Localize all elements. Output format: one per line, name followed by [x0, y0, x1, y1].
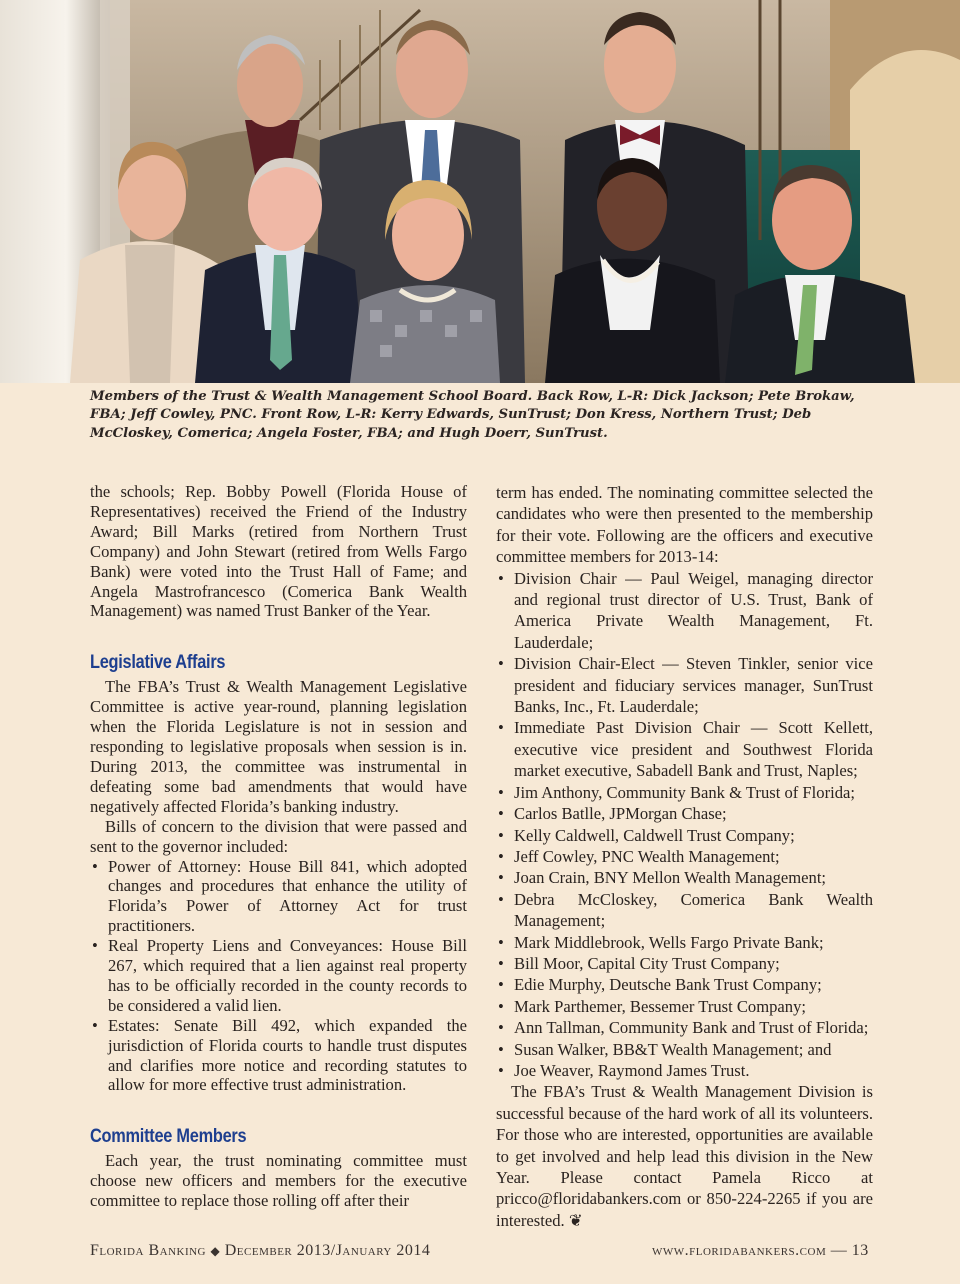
diamond-separator-icon: ◆ — [210, 1244, 221, 1258]
committee-paragraph: Each year, the trust nominating committee must choose new officers and members for the executive committee to replace those rolling off after their — [90, 1151, 467, 1211]
committee-continued-paragraph: term has ended. The nominating committee selected the candidates who were then presented to the membership for their vote. Following are the officers and executive committee members for 2013-14: — [496, 483, 873, 567]
issue-date: December 2013/January 2014 — [224, 1242, 431, 1259]
footer-dash: — — [830, 1242, 848, 1259]
list-item: • Edie Murphy, Deutsche Bank Trust Company; — [496, 974, 873, 995]
list-item: • Mark Parthemer, Bessemer Trust Company; — [496, 996, 873, 1017]
intro-paragraph: the schools; Rep. Bobby Powell (Florida House of Representatives) received the Friend of the Industry Award; Bill Marks (retired from Northern Trust Company) and John Stewart (retired from Wells Fargo Bank) were voted into the Trust Hall of Fame; and Angela Mastrofrancesco (Comerica Bank Wealth Management) was named Trust Banker of the Year. — [90, 482, 467, 621]
closing-paragraph — [496, 1081, 873, 1231]
legislative-paragraph: The FBA’s Trust & Wealth Management Legislative Committee is active year-round, planning legislation when the Florida Legislature is not in session and responding to legislative proposals when session is in. During 2013, the committee was instrumental in defeating some bad amendments that would have negatively affected Florida’s banking industry. — [90, 677, 467, 816]
list-item: • Real Property Liens and Conveyances: House Bill 267, which required that a lien against real property has to be officially recorded in the county records to be considered a valid lien. — [90, 936, 467, 1016]
bills-intro-paragraph: Bills of concern to the division that were passed and sent to the governor included: — [90, 816, 467, 856]
list-item: • Division Chair — Paul Weigel, managing director and regional trust director of U.S. Trust, Bank of America Private Wealth Management, Ft. Lauderdale; — [496, 568, 873, 654]
left-column — [90, 482, 467, 1211]
board-group-photo — [0, 0, 960, 383]
list-item: • Debra McCloskey, Comerica Bank Wealth Management; — [496, 889, 873, 932]
list-item: • Power of Attorney: House Bill 841, which adopted changes and procedures that enhance the utility of Florida’s Power of Attorney Act for trust practitioners. — [90, 857, 467, 937]
legislative-affairs-heading: Legislative Affairs — [90, 652, 226, 674]
list-item: • Ann Tallman, Community Bank and Trust of Florida; — [496, 1017, 873, 1038]
photo-caption: Members of the Trust & Wealth Management School Board. Back Row, L-R: Dick Jackson; Pete Brokaw, FBA; Jeff Cowley, PNC. Front Row, L-R: Kerry Edwards, SunTrust; Don Kress, Northern Trust; Deb McCloskey, Comerica; Angela Foster, FBA; and Hugh Doerr, SunTrust. — [90, 389, 855, 441]
page-number: 13 — [851, 1242, 869, 1259]
end-mark-icon: ❦ — [568, 1210, 583, 1230]
list-item: • Jeff Cowley, PNC Wealth Management; — [496, 846, 873, 867]
closing-text: The FBA’s Trust & Wealth Management Division is successful because of the hard work of all its volunteers. For those who are interested, opportunities are available to get involved and help lead this division in the New Year. Please contact Pamela Ricco at pricco@floridabankers.com or 850-224-2265 if you are interested. — [496, 1082, 873, 1230]
footer-website — [652, 1242, 869, 1260]
list-item: • Bill Moor, Capital City Trust Company; — [496, 953, 873, 974]
list-item: • Susan Walker, BB&T Wealth Management; and — [496, 1039, 873, 1060]
list-item: • Mark Middlebrook, Wells Fargo Private Bank; — [496, 932, 873, 953]
publication-name: Florida Banking — [90, 1242, 207, 1259]
list-item: • Joan Crain, BNY Mellon Wealth Management; — [496, 867, 873, 888]
list-item: • Kelly Caldwell, Caldwell Trust Company; — [496, 825, 873, 846]
list-item: • Jim Anthony, Community Bank & Trust of Florida; — [496, 782, 873, 803]
website-link[interactable]: www.floridabankers.com — [652, 1242, 827, 1259]
list-item: • Division Chair-Elect — Steven Tinkler, senior vice president and fiduciary services manager, SunTrust Banks, Inc., Ft. Lauderdale; — [496, 653, 873, 717]
officers-list — [496, 568, 873, 1082]
list-item: • Carlos Batlle, JPMorgan Chase; — [496, 803, 873, 824]
committee-members-heading: Committee Members — [90, 1126, 247, 1148]
list-item: • Immediate Past Division Chair — Scott Kellett, executive vice president and Southwest Florida market executive, Sabadell Bank and Trust, Naples; — [496, 717, 873, 781]
list-item: • Joe Weaver, Raymond James Trust. — [496, 1060, 873, 1081]
list-item: • Estates: Senate Bill 492, which expanded the jurisdiction of Florida courts to handle trust disputes and clarifies more notice and recording statutes to allow for more effective trust administration. — [90, 1016, 467, 1096]
bills-list — [90, 857, 467, 1096]
footer-publication — [90, 1242, 430, 1260]
right-column — [496, 482, 873, 1231]
